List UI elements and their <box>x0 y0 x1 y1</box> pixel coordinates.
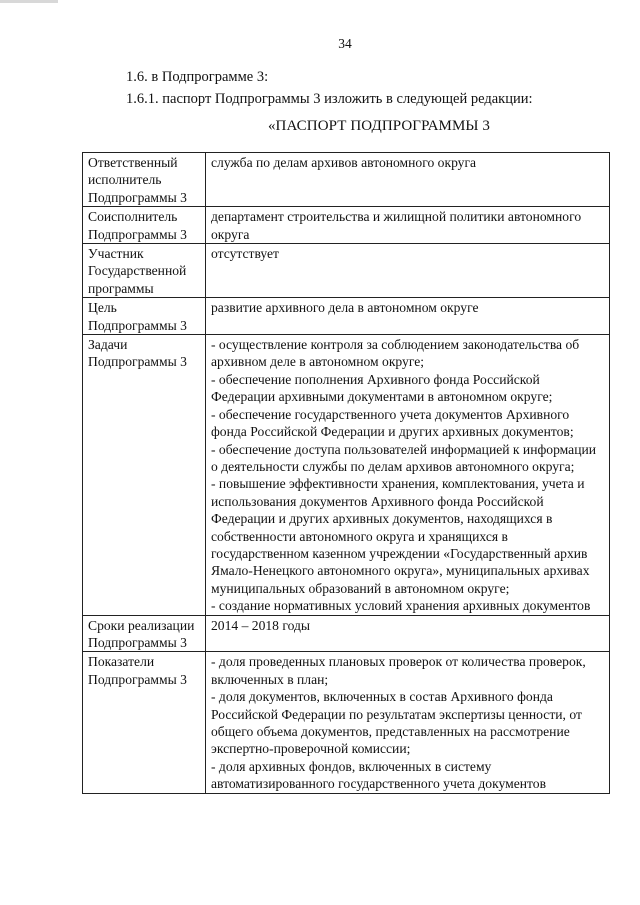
passport-table <box>82 152 610 794</box>
table-row <box>83 153 610 207</box>
row-label-indicators: Показатели Подпрограммы 3 <box>83 652 206 793</box>
task-item: - обеспечение пополнения Архивного фонда Российской Федерации архивными документами в автономном округе; <box>211 371 553 405</box>
row-label-tasks: Задачи Подпрограммы 3 <box>83 335 206 616</box>
row-value-tasks <box>206 335 610 616</box>
row-value-timeframe: 2014 – 2018 годы <box>206 615 610 652</box>
row-label-timeframe: Сроки реализации Подпрограммы 3 <box>83 615 206 652</box>
intro-line-2: 1.6.1. паспорт Подпрограммы 3 изложить в следующей редакции: <box>126 91 533 107</box>
task-item: - повышение эффективности хранения, комплектования, учета и использования документов Архивного фонда Российской Федерации и других архивных документов, находящихся в собственности автономного округа и хранящихся в государственном казенном учреждении «Государственный архив Ямало-Ненецкого автономного округа», муниципальных архивах муниципальных образований в автономном округе; <box>211 476 590 596</box>
indicator-item: - доля документов, включенных в состав Архивного фонда Российской Федерации по результатам экспертизы ценности, от общего объема документов, представленных на рассмотрение экспертно-проверочной комиссии; <box>211 689 582 757</box>
row-value-goal: развитие архивного дела в автономном округе <box>206 298 610 335</box>
indicator-item: - доля архивных фондов, включенных в систему автоматизированного государственного учета документов <box>211 758 546 792</box>
indicator-item: - доля проведенных плановых проверок от количества проверок, включенных в план; <box>211 654 586 687</box>
row-label-responsible: Ответственный исполнитель Подпрограммы 3 <box>83 153 206 207</box>
row-label-participant: Участник Государственной программы <box>83 244 206 298</box>
row-label-coexecutor: Соисполнитель Подпрограммы 3 <box>83 207 206 244</box>
table-row <box>83 244 610 298</box>
table-row <box>83 298 610 335</box>
task-item: - создание нормативных условий хранения архивных документов <box>211 598 591 614</box>
row-label-goal: Цель Подпрограммы 3 <box>83 298 206 335</box>
row-value-responsible: служба по делам архивов автономного округа <box>206 153 610 207</box>
row-value-participant: отсутствует <box>206 244 610 298</box>
table-row <box>83 335 610 616</box>
table-row <box>83 615 610 652</box>
row-value-coexecutor: департамент строительства и жилищной политики автономного округа <box>206 207 610 244</box>
table-row <box>83 652 610 793</box>
intro-text <box>126 66 533 110</box>
task-item: - обеспечение доступа пользователей информацией к информации о деятельности службы по делам архивов автономного округа; <box>211 441 597 474</box>
intro-line-1: 1.6. в Подпрограмме 3: <box>126 69 269 85</box>
row-value-indicators <box>206 652 610 793</box>
task-item: - осуществление контроля за соблюдением законодательства об архивном деле в автономном округе; <box>211 337 580 370</box>
passport-title: «ПАСПОРТ ПОДПРОГРАММЫ 3 <box>267 118 491 134</box>
page-number: 34 <box>338 36 352 51</box>
task-item: - обеспечение государственного учета документов Архивного фонда Российской Федерации и других архивных документов; <box>211 406 574 440</box>
table-row <box>83 207 610 244</box>
scan-corner-mark <box>0 0 58 3</box>
